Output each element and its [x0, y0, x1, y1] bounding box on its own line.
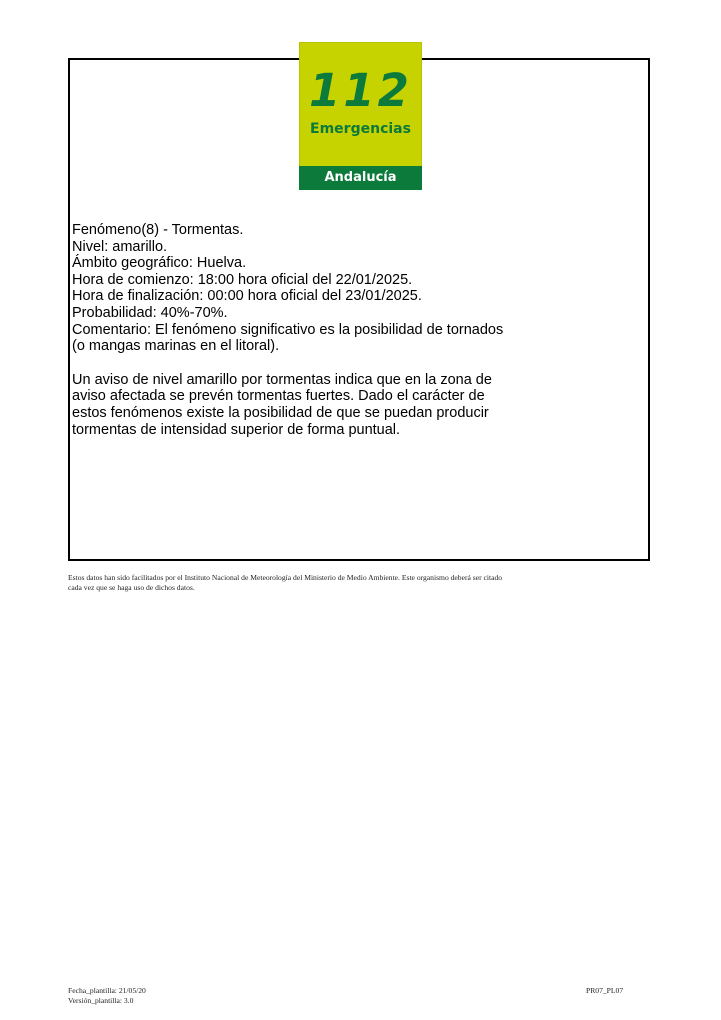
- footnote-line: Estos datos han sido facilitados por el Instituto Nacional de Meteorología del Ministerio de Medio Ambiente. Este organismo deberá ser citado: [68, 573, 503, 582]
- data-source-footnote: [68, 573, 588, 593]
- template-info: [68, 986, 146, 1006]
- end-time-line: Hora de finalización: 00:00 hora oficial del 23/01/2025.: [72, 288, 422, 305]
- probability-line: Probabilidad: 40%-70%.: [72, 304, 228, 321]
- logo-region: Andalucía: [299, 166, 422, 190]
- explanation-paragraph: [72, 372, 632, 438]
- logo-subtitle: Emergencias: [310, 121, 411, 137]
- logo-number: 112: [309, 64, 412, 117]
- comment-continuation-line: (o mangas marinas en el litoral).: [72, 338, 280, 355]
- level-line: Nivel: amarillo.: [72, 238, 168, 255]
- template-code: PR07_PL07: [586, 986, 624, 995]
- explanation-line: aviso afectada se prevén tormentas fuertes. Dado el carácter de: [72, 388, 485, 405]
- geographic-scope-line: Ámbito geográfico: Huelva.: [72, 255, 247, 272]
- explanation-line: estos fenómenos existe la posibilidad de que se puedan producir: [72, 404, 489, 421]
- emergencias-112-logo: [299, 42, 422, 190]
- template-date: Fecha_plantilla: 21/05/20: [68, 986, 146, 995]
- warning-content: [72, 222, 632, 438]
- explanation-line: Un aviso de nivel amarillo por tormentas indica que en la zona de: [72, 371, 492, 388]
- footnote-line: cada vez que se haga uso de dichos datos.: [68, 583, 195, 592]
- start-time-line: Hora de comienzo: 18:00 hora oficial del 22/01/2025.: [72, 271, 413, 288]
- comment-line: Comentario: El fenómeno significativo es la posibilidad de tornados: [72, 321, 504, 338]
- phenomenon-line: Fenómeno(8) - Tormentas.: [72, 222, 244, 238]
- explanation-line: tormentas de intensidad superior de forma puntual.: [72, 421, 401, 438]
- template-version: Versión_plantilla: 3.0: [68, 996, 134, 1005]
